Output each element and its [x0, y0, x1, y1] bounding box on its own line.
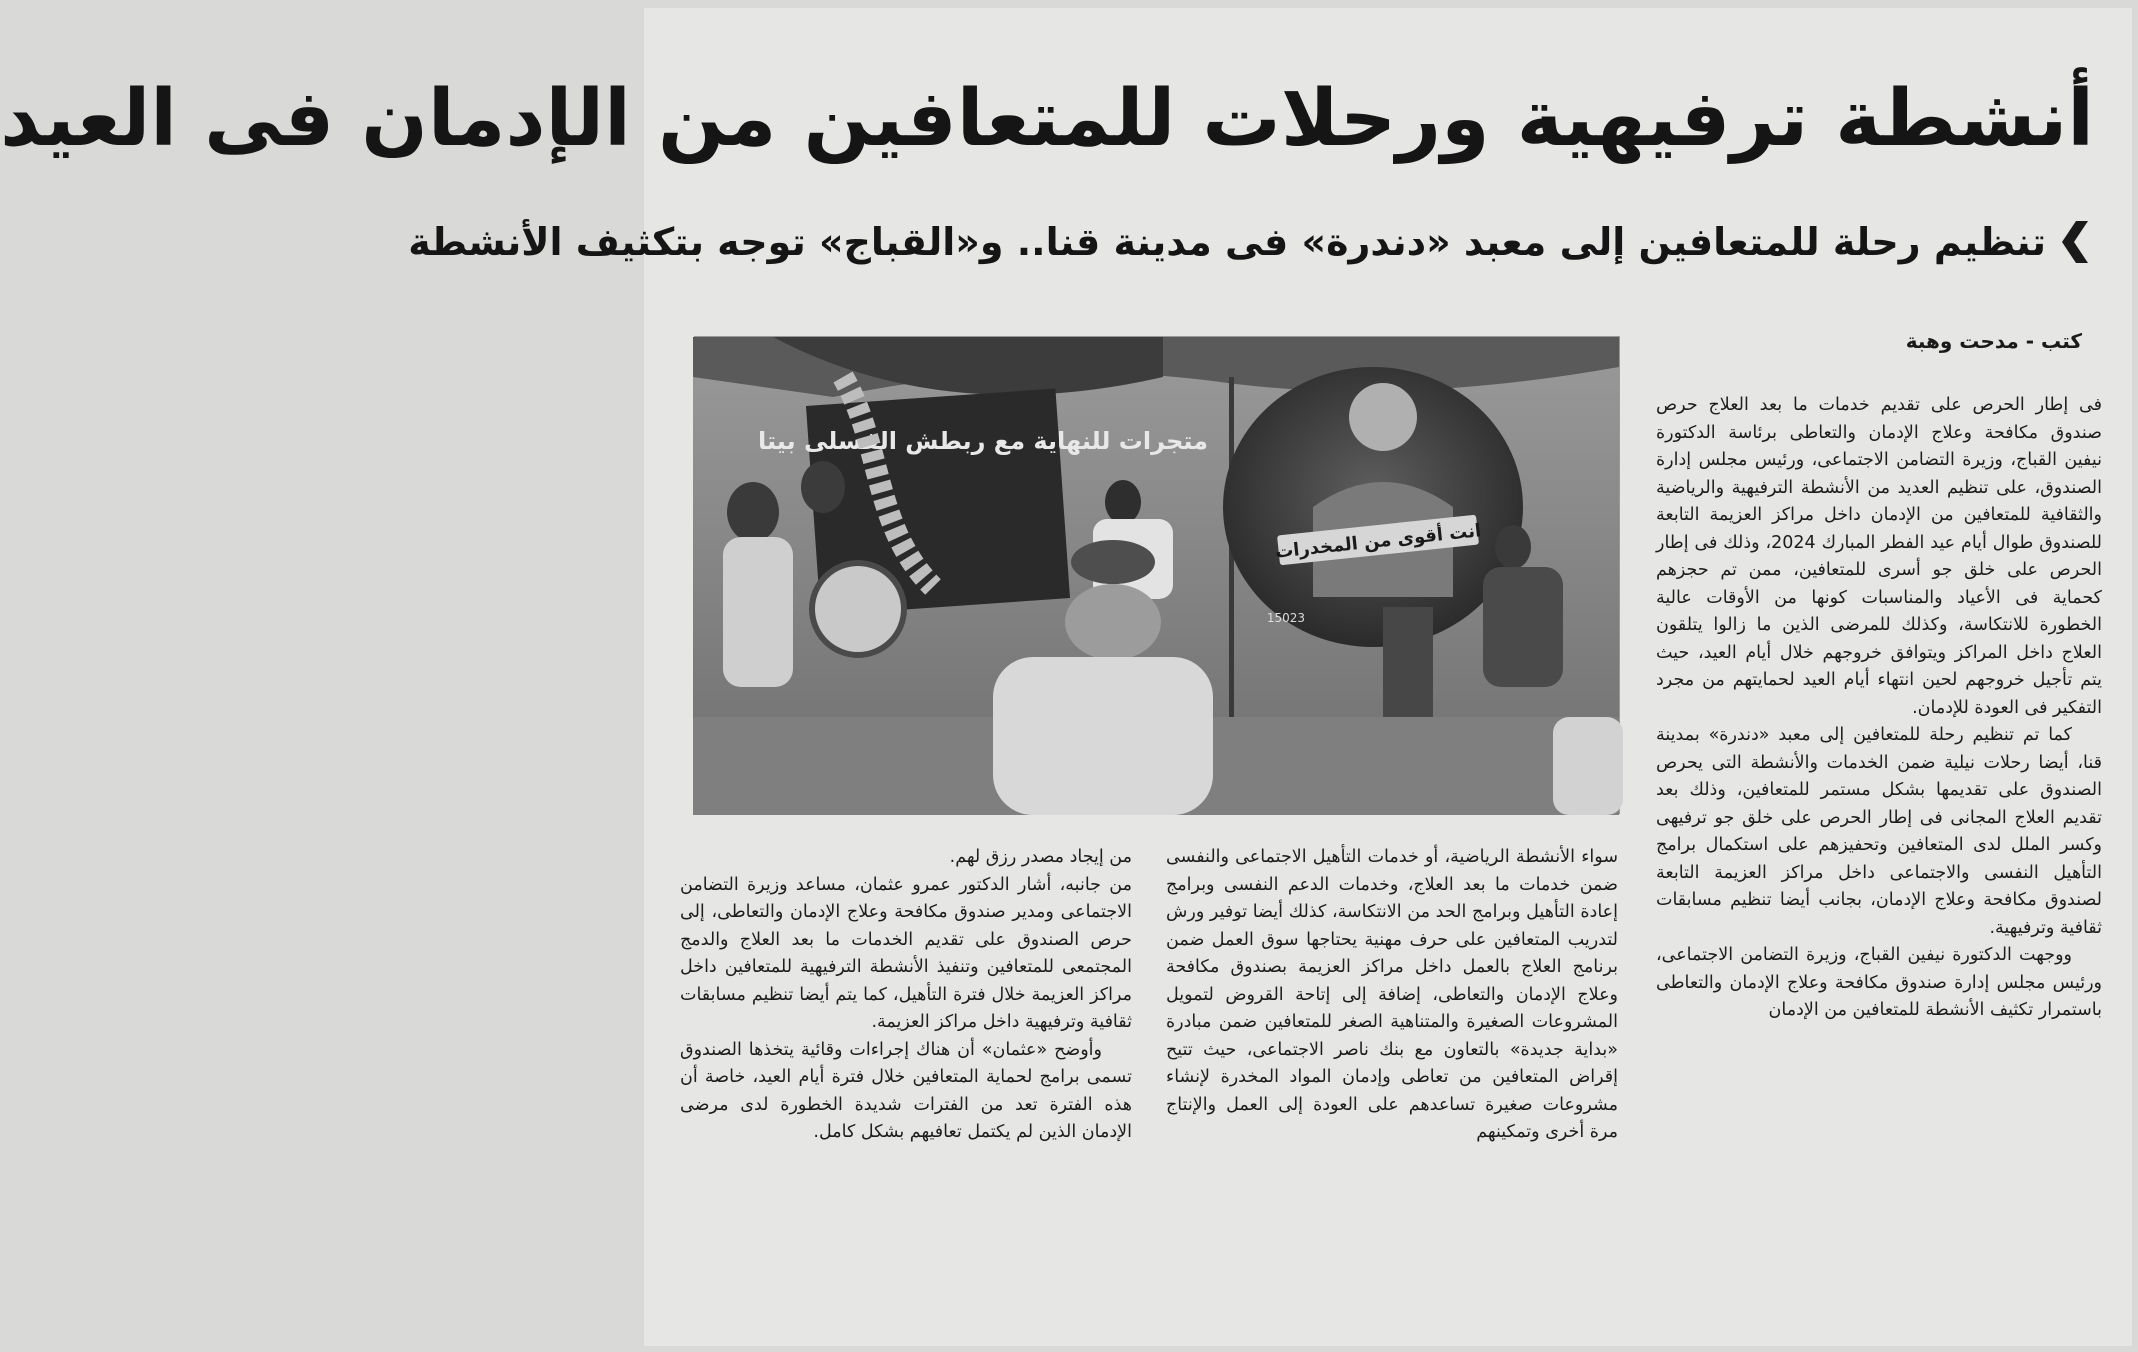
double-chevron-icon: [2060, 219, 2094, 265]
article-subheadline-row: [408, 212, 2094, 272]
paragraph: وأوضح «عثمان» أن هناك إجراءات وقائية يتخذها الصندوق تسمى برامج لحماية المتعافين خلال فترة أيام العيد، خاصة أن هذه الفترة تعد من الفترات شديدة الخطورة لدى مرضى الإدمان الذين لم يكتمل تعافيهم بشكل كامل.: [680, 1039, 1132, 1142]
paragraph: فى إطار الحرص على تقديم خدمات ما بعد العلاج حرص صندوق مكافحة وعلاج الإدمان والتعاطى برئاسة الدكتورة نيفين القباج، وزيرة التضامن الاجتماعى، ورئيس مجلس إدارة الصندوق، على تنظيم العديد من الأنشطة الترفيهية والرياضية والثقافية للمتعافين من الإدمان داخل مراكز العزيمة التابعة للصندوق طوال أيام عيد الفطر المبارك 2024، وذلك فى إطار الحرص على خلق جو أسرى للمتعافين، ممن تم حجزهم كحماية فى الأعياد والمناسبات كونها من الأوقات عالية الخطورة للانتكاسة، وكذلك للمرضى الذين ما زالوا يتلقون العلاج داخل المراكز ويتوافق خروجهم خلال أيام العيد، حيث يتم تأجيل خروجهم لحين انتهاء أيام العيد لحمايتهم من مجرد التفكير فى العودة للإدمان.: [1656, 395, 2103, 718]
article-column-left: [680, 844, 1132, 1147]
article-column-middle: [1166, 844, 1618, 1147]
paragraph: من جانبه، أشار الدكتور عمرو عثمان، مساعد وزيرة التضامن الاجتماعى ومدير صندوق مكافحة وعلاج الإدمان والتعاطى، إلى حرص الصندوق على تقديم الخدمات ما بعد العلاج والدمج المجتمعى للمتعافين وتنفيذ الأنشطة الترفيهية للمتعافين داخل مراكز العزيمة خلال فترة التأهيل، كما يتم أيضا تنظيم مسابقات ثقافية وترفيهية داخل مراكز العزيمة.: [680, 874, 1132, 1032]
paragraph: من إيجاد مصدر رزق لهم.: [949, 847, 1132, 867]
sign-text: متجرات للنهاية مع ربطش الفسلى بيتا: [757, 427, 1209, 455]
newspaper-clipping: [0, 8, 2132, 1346]
banner-text: انت أقوى من المخدرات: [1274, 520, 1483, 563]
paragraph: كما تم تنظيم رحلة للمتعافين إلى معبد «دندرة» بمدينة قنا، أيضا رحلات نيلية ضمن الخدمات والأنشطة التى يحرص الصندوق على تقديمها بشكل مستمر للمتعافين، وذلك بعد تقديم العلاج المجانى فى إطار الحرص على خلق جو ترفيهى وكسر الملل لدى المتعافين وتحفيزهم على استكمال برامج التأهيل النفسى والاجتماعى داخل مراكز العزيمة التابعة لصندوق مكافحة وعلاج الإدمان، بجانب أيضا تنظيم مسابقات ثقافية وترفيهية.: [1656, 725, 2102, 938]
paragraph: ووجهت الدكتورة نيفين القباج، وزيرة التضامن الاجتماعى، ورئيس مجلس إدارة صندوق مكافحة وعلاج الإدمان والتعاطى باستمرار تكثيف الأنشطة للمتعافين من الإدمان: [1656, 945, 2102, 1020]
article-headline: أنشطة ترفيهية ورحلات للمتعافين من الإدمان فى العيد: [0, 74, 2094, 164]
banner-year: 15023: [1266, 611, 1305, 625]
article-photo: [694, 336, 1620, 814]
article-column-right: [1656, 392, 2102, 1025]
article-byline: كتب - مدحت وهبة: [1905, 329, 2082, 353]
paragraph: سواء الأنشطة الرياضية، أو خدمات التأهيل الاجتماعى والنفسى ضمن خدمات ما بعد العلاج، وخدمات الدعم النفسى وبرامج إعادة التأهيل وبرامج الحد من الانتكاسة، كذلك أيضا توفير ورش لتدريب المتعافين على حرف مهنية يحتاجها سوق العمل ضمن برنامج العلاج بالعمل داخل مراكز العزيمة بصندوق مكافحة وعلاج الإدمان والتعاطى، إضافة إلى إتاحة القروض لتمويل المشروعات الصغيرة والمتناهية الصغر للمتعافين ضمن مبادرة «بداية جديدة» بالتعاون مع بنك ناصر الاجتماعى، حيث تتيح إقراض المتعافين من تعاطى وإدمان المواد المخدرة لإنشاء مشروعات صغيرة تساعدهم على العودة إلى العمل والإنتاج مرة أخرى وتمكينهم: [1166, 847, 1618, 1142]
article-subheadline: تنظيم رحلة للمتعافين إلى معبد «دندرة» فى مدينة قنا.. و«القباج» توجه بتكثيف الأنشطة: [408, 220, 2046, 264]
